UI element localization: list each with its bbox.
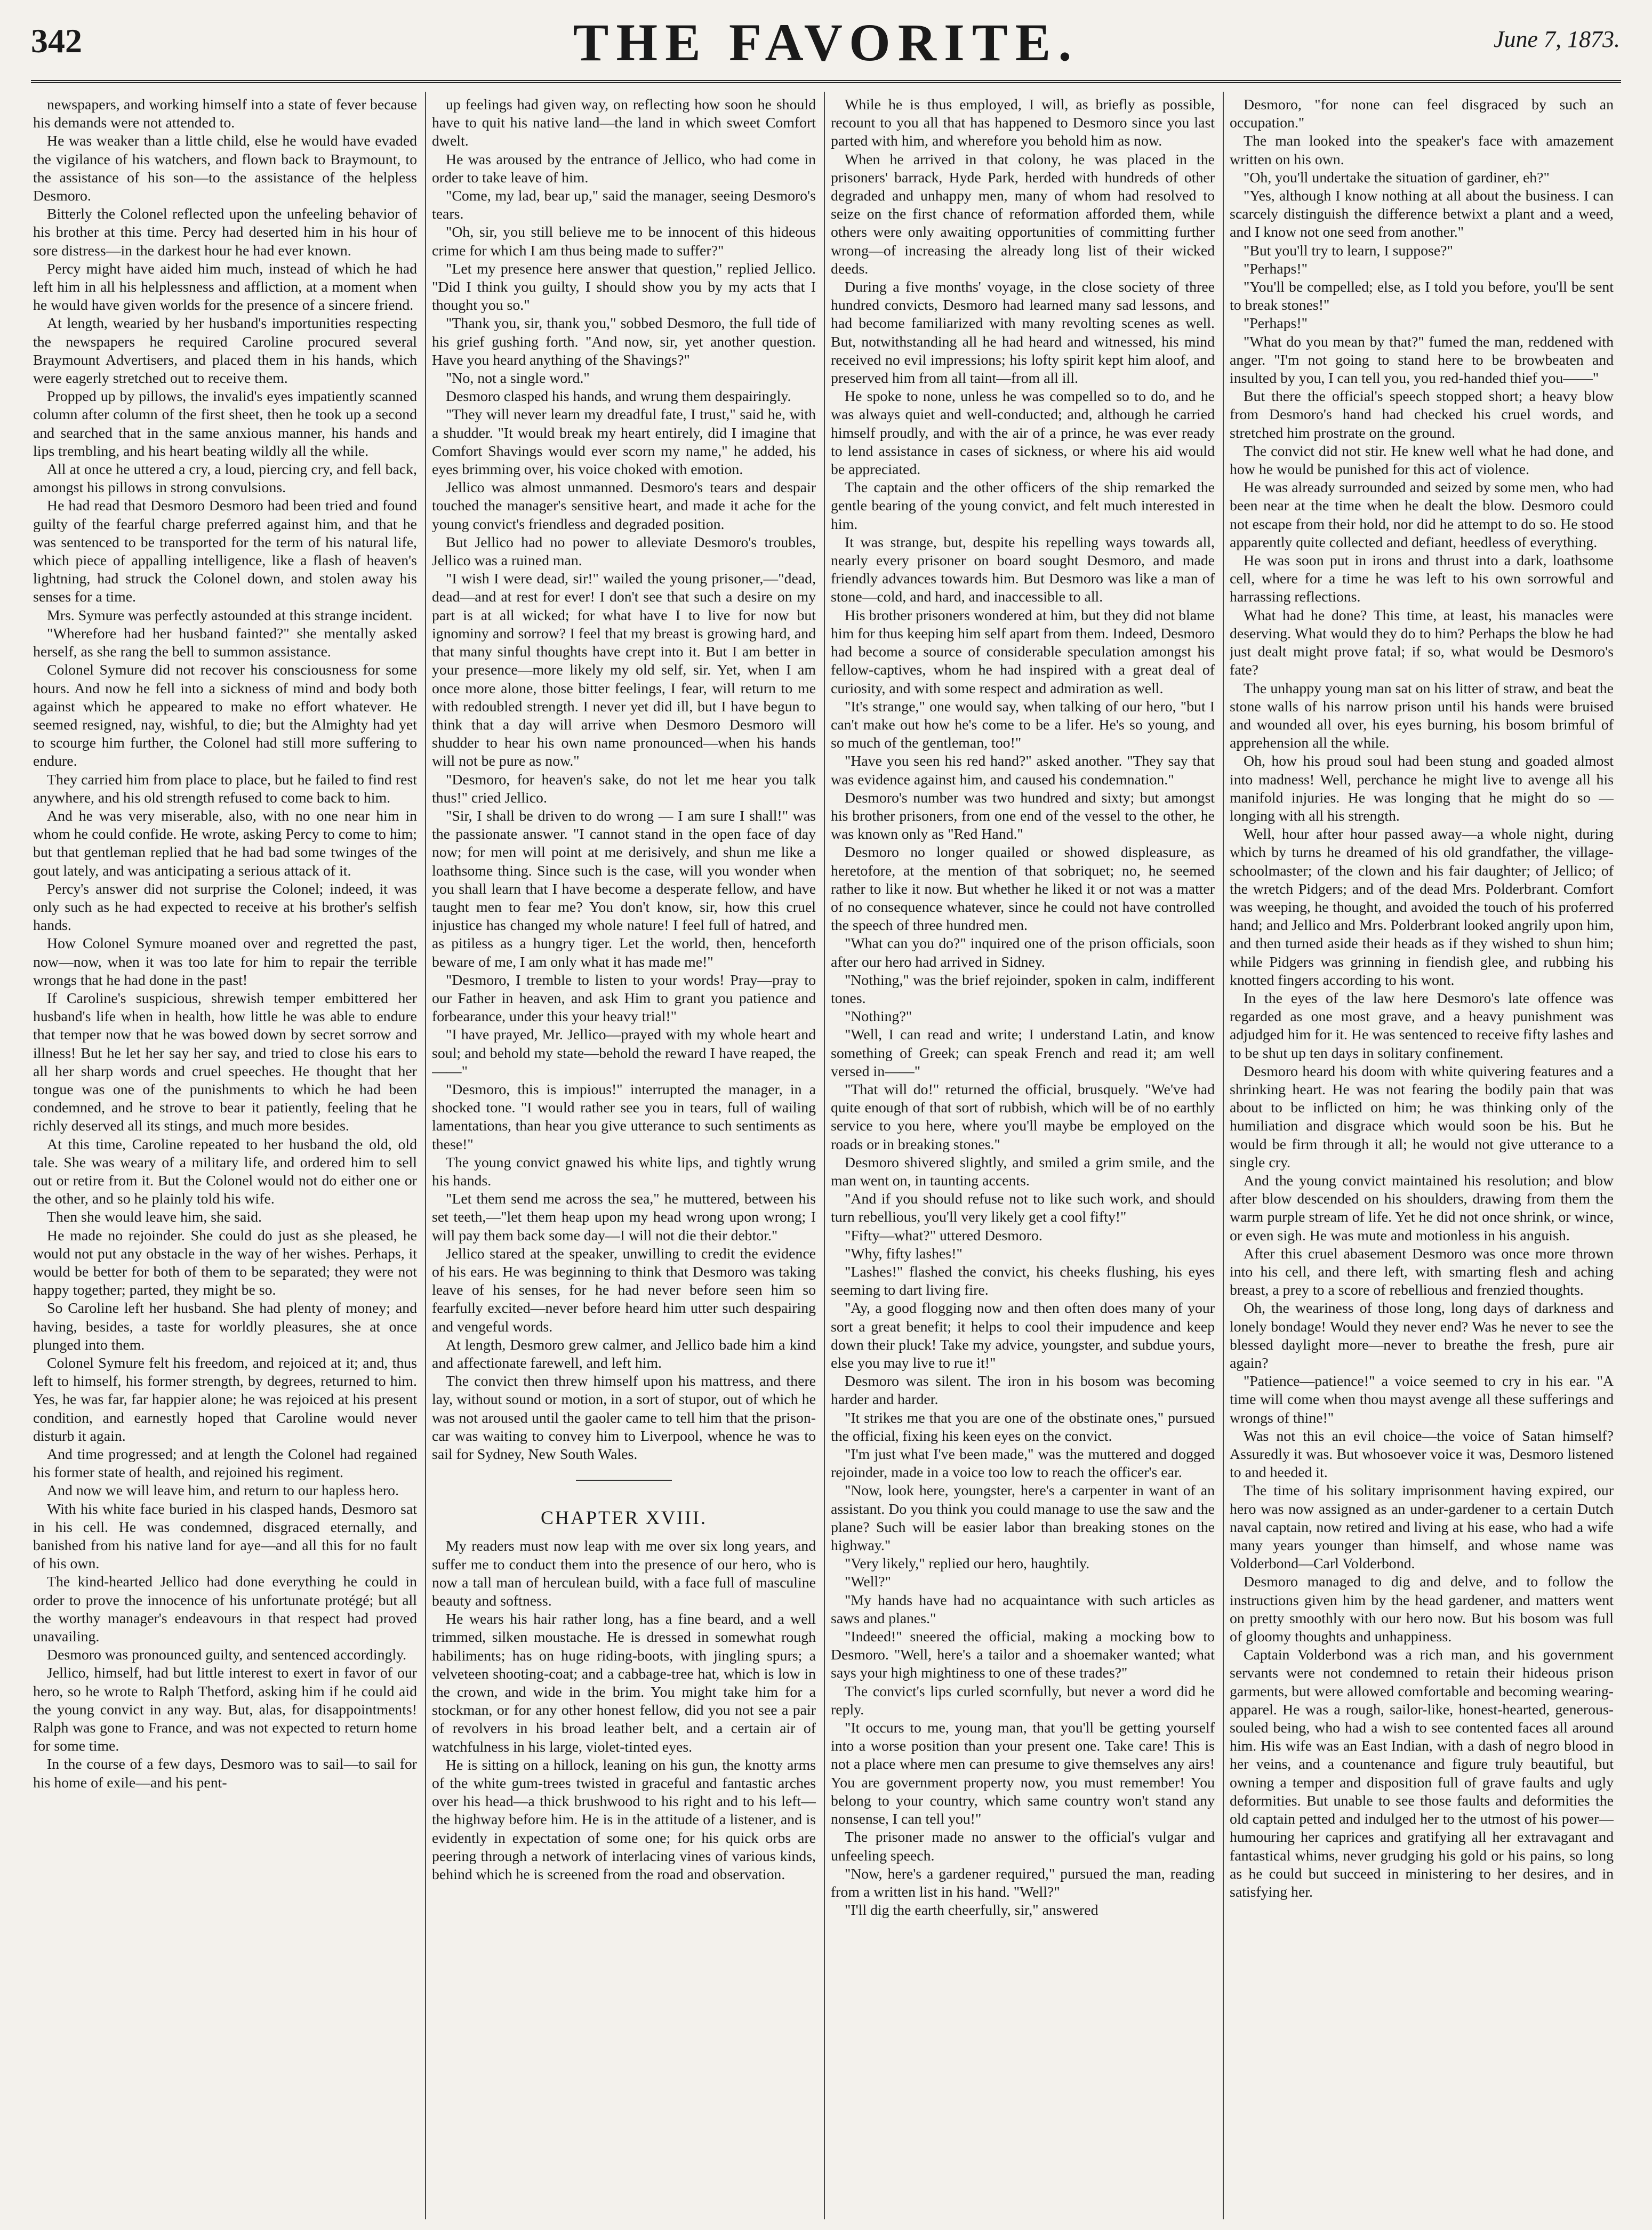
- paragraph: "I wish I were dead, sir!" wailed the young prisoner,—"dead, dead—and at rest for ever! I don't see that such a desire on my part is at all wicked; for what have I to live for now but ignominy and sorrow? I feel that my breast is growing hard, and that many sinful thoughts have crept into it. But I am better in your presence—more likely my old self, sir. Yet, when I am once more alone, those bitter feelings, I fear, will return to me with redoubled strength. I never yet did ill, but I have begun to think that a day will arrive when Desmoro Desmoro will shudder to hear his own name pronounced—when his hands will not be pure as now.": [432, 571, 816, 770]
- paragraph: "Desmoro, this is impious!" interrupted the manager, in a shocked tone. "I would rather see you in tears, full of wailing lamentations, than hear you give utterance to such sentiments as these!": [432, 1081, 816, 1153]
- paragraph: The man looked into the speaker's face with amazement written on his own.: [1230, 133, 1614, 168]
- paragraph: "Nothing?": [845, 1008, 912, 1025]
- paragraph: In the course of a few days, Desmoro was to sail—to sail for his home of exile—and his pent-: [33, 1756, 417, 1791]
- paragraph: "It occurs to me, young man, that you'll be getting yourself into a worse position than your present one. Take care! This is not a place where men can presume to give themselves any airs! You are government property now, you must remember! You belong to your country, which same country won't stand any nonsense, I can tell you!": [831, 1720, 1215, 1828]
- paragraph: Bitterly the Colonel reflected upon the unfeeling behavior of his brother at this time. Percy had deserted him in his hour of sore distress—in the darkest hour he had ever known.: [33, 206, 417, 259]
- paragraph: My readers must now leap with me over six long years, and suffer me to conduct them into the presence of our hero, who is now a tall man of herculean build, with a face full of masculine beauty and softness.: [432, 1538, 816, 1610]
- paragraph: While he is thus employed, I will, as briefly as possible, recount to you all that has happened to Desmoro since you last parted with him, and wherefore you behold him as now.: [831, 97, 1215, 150]
- paragraph: The kind-hearted Jellico had done everything he could in order to prove the innocence of his unfortunate protégé; but all the worthy manager's endeavours in that respect had proved unavailing.: [33, 1574, 417, 1646]
- paragraph: "Come, my lad, bear up," said the manager, seeing Desmoro's tears.: [432, 188, 816, 223]
- paragraph: The captain and the other officers of the ship remarked the gentle bearing of the young convict, and felt much interested in him.: [831, 479, 1215, 533]
- paragraph: Desmoro heard his doom with white quivering features and a shrinking heart. He was not fearing the bodily pain that was about to be inflicted on him; he was thinking only of the humiliation and disgrace which would soon be his. But he would be firm through it all; he would not give utterance to a single cry.: [1230, 1063, 1614, 1171]
- paragraph: "Thank you, sir, thank you," sobbed Desmoro, the full tide of his grief gushing forth. "And now, sir, yet another question. Have you heard anything of the Shavings?": [432, 315, 816, 368]
- paragraph: "Patience—patience!" a voice seemed to cry in his ear. "A time will come when thou mayst avenge all these sufferings and wrongs of thine!": [1230, 1373, 1614, 1426]
- paragraph: He was already surrounded and seized by some men, who had been near at the time when he dealt the blow. Desmoro could not escape from their hold, nor did he attempt to do so. He stood apparently quite collected and defiant, heedless of everything.: [1230, 479, 1614, 551]
- paragraph: newspapers, and working himself into a state of fever because his demands were not attended to.: [33, 97, 417, 132]
- paragraph: During a five months' voyage, in the close society of three hundred convicts, Desmoro had learned many sad lessons, and had become familiarized with many revolting scenes as well. But, notwithstanding all he had heard and witnessed, his mind received no evil impressions; his lofty spirit kept him aloof, and preserved him from all taint—from all ill.: [831, 279, 1215, 387]
- paragraph: Desmoro shivered slightly, and smiled a grim smile, and the man went on, in taunting accents.: [831, 1154, 1215, 1189]
- paragraph: "Well?": [845, 1574, 891, 1591]
- paragraph: "Well, I can read and write; I understand Latin, and know something of Greek; can speak French and read it; am well versed in——": [831, 1026, 1215, 1080]
- paragraph: Captain Volderbond was a rich man, and his government servants were not condemned to retain their hideous prison garments, but were allowed comfortable and becoming wearing-apparel. He was a rough, sailor-like, honest-hearted, generous-souled being, who had a wish to see contented faces all around him. His wife was an East Indian, with a dash of negro blood in her veins, and a countenance and figure truly beautiful, but owning a temper and disposition full of grave faults and ugly deformities. But unable to see those faults and deformities the old captain petted and indulged her to the utmost of his power—humouring her caprices and gratifying all her extravagant and fantastical whims, never grudging his gold or his pains, so long as he could but succeed in ministering to her desires, and in satisfying her.: [1230, 1647, 1614, 1900]
- paragraph: What had he done? This time, at least, his manacles were deserving. What would they do to him? Perhaps the blow he had just dealt might prove fatal; if so, what would be Desmoro's fate?: [1230, 607, 1614, 679]
- paragraph: Desmoro managed to dig and delve, and to follow the instructions given him by the head gardener, and matters went on pretty smoothly with our hero now. But his bosom was full of gloomy thoughts and unhappiness.: [1230, 1574, 1614, 1646]
- paragraph: He is sitting on a hillock, leaning on his gun, the knotty arms of the white gum-trees twisted in graceful and fantastic arches over his head—a thick brushwood to his right and to his left—the highway before him. He is in the attitude of a listener, and is evidently in expectation of some one; for his quick orbs are peering through a network of interlacing vines of various kinds, behind which he is screened from the road and observation.: [432, 1756, 816, 1883]
- paragraph: At length, wearied by her husband's importunities respecting the newspapers he required Caroline procured several Braymount Advertisers, and placed them in his hands, which were eagerly stretched out to receive them.: [33, 315, 417, 387]
- paragraph: He had read that Desmoro Desmoro had been tried and found guilty of the fearful charge preferred against him, and that he was sentenced to be transported for the term of his natural life, which piece of appalling intelligence, like a flash of heaven's lightning, had struck the Colonel down, and stolen away his senses for a time.: [33, 498, 417, 606]
- paragraph: Desmoro, "for none can feel disgraced by such an occupation.": [1230, 97, 1614, 132]
- paragraph: Jellico, himself, had but little interest to exert in favor of our hero, so he wrote to Ralph Thetford, asking him if he could aid the young convict in any way. But, alas, for disappointments! Ralph was gone to France, and was not expected to return home for some time.: [33, 1665, 417, 1755]
- paragraph: But Jellico had no power to alleviate Desmoro's troubles, Jellico was a ruined man.: [432, 534, 816, 569]
- paragraph: The unhappy young man sat on his litter of straw, and beat the stone walls of his narrow prison until his hands were bruised and wounded all over, his eyes burning, his bosom brimful of apprehension all the while.: [1230, 680, 1614, 752]
- paragraph: But there the official's speech stopped short; a heavy blow from Desmoro's hand had checked his cruel words, and stretched him prostrate on the ground.: [1230, 388, 1614, 442]
- paragraph: "Oh, you'll undertake the situation of gardiner, eh?": [1244, 169, 1550, 186]
- paragraph: "Let them send me across the sea," he muttered, between his set teeth,—"let them heap upon my head wrong upon wrong; I will pay them back some day—I will not die their debtor.": [432, 1191, 816, 1244]
- paragraph: "No, not a single word.": [446, 370, 590, 387]
- paragraph: He spoke to none, unless he was compelled so to do, and he was always quiet and well-conducted; and, although he carried himself proudly, and with the air of a prince, he was ever ready to lend assistance in cases of sickness, or where his aid would be appreciated.: [831, 388, 1215, 478]
- paragraph: And now we will leave him, and return to our hapless hero.: [47, 1482, 399, 1499]
- paragraph: "Wherefore had her husband fainted?" she mentally asked herself, as she rang the bell to summon assistance.: [33, 625, 417, 661]
- paragraph: "What do you mean by that?" fumed the man, reddened with anger. "I'm not going to stand here to be browbeaten and insulted by you, I can tell you, you red-handed thief you——": [1230, 333, 1614, 387]
- paragraph: And time progressed; and at length the Colonel had regained his former state of health, and rejoined his regiment.: [33, 1446, 417, 1481]
- paragraph: They carried him from place to place, but he failed to find rest anywhere, and his old strength refused to come back to him.: [33, 771, 417, 806]
- paragraph: "That will do!" returned the official, brusquely. "We've had quite enough of that sort of rubbish, which will be of no earthly service to you here, where you'll maybe be employed on the roads or in breaking stones.": [831, 1081, 1215, 1153]
- paragraph: At this time, Caroline repeated to her husband the old, old tale. She was weary of a military life, and ordered him to sell out or retire from it. But the Colonel would not do either one or the other, and so he plainly told his wife.: [33, 1136, 417, 1208]
- paragraph: He was aroused by the entrance of Jellico, who had come in order to take leave of him.: [432, 151, 816, 186]
- paragraph: "Perhaps!": [1244, 260, 1308, 277]
- paragraph: "Perhaps!": [1244, 315, 1308, 332]
- paragraph: Was not this an evil choice—the voice of Satan himself? Assuredly it was. But whosoever voice it was, Desmoro listened to and heeded it.: [1230, 1427, 1614, 1481]
- paragraph: up feelings had given way, on reflecting how soon he should have to quit his native land—the land in which sweet Comfort dwelt.: [432, 97, 816, 150]
- text-column-3: [831, 96, 1215, 2224]
- paragraph: "They will never learn my dreadful fate, I trust," said he, with a shudder. "It would break my heart entirely, did I imagine that Comfort Shavings would ever scorn my name," he added, his eyes brimming over, his voice choked with emotion.: [432, 406, 816, 478]
- paragraph: "My hands have had no acquaintance with such articles as saws and planes.": [831, 1592, 1215, 1627]
- paragraph: The convict did not stir. He knew well what he had done, and how he would be punished for this act of violence.: [1230, 443, 1614, 478]
- paragraph: The time of his solitary imprisonment having expired, our hero was now assigned as an under-gardener to a certain Dutch naval captain, now retired and living at his ease, who had a wife many years younger than himself, and whose name was Volderbond—Carl Volderbond.: [1230, 1482, 1614, 1573]
- paragraph: Desmoro's number was two hundred and sixty; but amongst his brother prisoners, from one end of the vessel to the other, he was known only as "Red Hand.": [831, 789, 1215, 843]
- paragraph: It was strange, but, despite his repelling ways towards all, nearly every prisoner on board sought Desmoro, and made friendly advances towards him. But Desmoro was like a man of stone—cold, and hard, and inaccessible to all.: [831, 534, 1215, 606]
- paragraph: How Colonel Symure moaned over and regretted the past, now—now, when it was too late for him to repair the terrible wrongs that he had done in the past!: [33, 935, 417, 989]
- paragraph: "I have prayed, Mr. Jellico—prayed with my whole heart and soul; and behold my state—behold the reward I have reaped, the——": [432, 1026, 816, 1080]
- paragraph: He was weaker than a little child, else he would have evaded the vigilance of his watchers, and flown back to Braymount, to the assistance of his son—to the assistance of the helpless Desmoro.: [33, 133, 417, 205]
- page-number: 342: [31, 22, 82, 60]
- paragraph: And he was very miserable, also, with no one near him in whom he could confide. He wrote, asking Percy to come to him; but that gentleman replied that he had bad some twinges of the gout lately, and was anticipating a serious attack of it.: [33, 807, 417, 879]
- paragraph: After this cruel abasement Desmoro was once more thrown into his cell, and there left, with smarting flesh and aching breast, a prey to a score of rebellious and frenzied thoughts.: [1230, 1245, 1614, 1299]
- paragraph: "Sir, I shall be driven to do wrong — I am sure I shall!" was the passionate answer. "I cannot stand in the open face of day now; for men will point at me derisively, and shun me like a loathsome thing. Since such is the case, will you wonder when you shall learn that I have become a desperate fellow, and have taught men to fear me? You don't know, sir, how this cruel injustice has changed my whole nature! I feel full of hatred, and as pitiless as a hungry tiger. Let the world, then, henceforth beware of me, I am only what it has made me!": [432, 807, 816, 970]
- paragraph: "Now, look here, youngster, here's a carpenter in want of an assistant. Do you think you could manage to use the saw and the plane? Such will be easier labor than breaking stones on the highway.": [831, 1482, 1215, 1554]
- paragraph: Percy's answer did not surprise the Colonel; indeed, it was only such as he had expected to receive at his brother's selfish hands.: [33, 880, 417, 934]
- paragraph: "Have you seen his red hand?" asked another. "They say that was evidence against him, and caused his condemnation.": [831, 753, 1215, 788]
- column-divider: [824, 92, 825, 2219]
- paragraph: "What can you do?" inquired one of the prison officials, soon after our hero had arrived in Sidney.: [831, 935, 1215, 970]
- paragraph: Oh, the weariness of those long, long days of darkness and lonely bondage! Would they never end? Was he never to see the blessed daylight more—never to breathe the fresh, pure air again?: [1230, 1300, 1614, 1372]
- paragraph: "You'll be compelled; else, as I told you before, you'll be sent to break stones!": [1230, 279, 1614, 314]
- chapter-rule: [576, 1480, 672, 1481]
- paragraph: He made no rejoinder. She could do just as she pleased, he would not put any obstacle in the way of her wishes. Perhaps, it would be better for both of them to be separated; they were not happy together; parted, they might be so.: [33, 1227, 417, 1299]
- paragraph: Desmoro was silent. The iron in his bosom was becoming harder and harder.: [831, 1373, 1215, 1408]
- paragraph: "Indeed!" sneered the official, making a mocking bow to Desmoro. "Well, here's a tailor and a shoemaker wanted; what says your high mightiness to one of these trades?": [831, 1629, 1215, 1682]
- paragraph: Desmoro no longer quailed or showed displeasure, as heretofore, at the mention of that sobriquet; no, he seemed rather to like it now. But whether he liked it or not was a matter of no consequence whatever, since he could not have controlled the speech of three hundred men.: [831, 844, 1215, 934]
- issue-date: June 7, 1873.: [1493, 26, 1620, 52]
- paragraph: "And if you should refuse not to like such work, and should turn rebellious, you'll very likely get a cool fifty!": [831, 1191, 1215, 1226]
- text-column-2: [432, 96, 816, 2224]
- paragraph: "Why, fifty lashes!": [845, 1245, 963, 1262]
- chapter-heading: CHAPTER XVIII.: [541, 1507, 707, 1529]
- paragraph: "Now, here's a gardener required," pursued the man, reading from a written list in his hand. "Well?": [831, 1865, 1215, 1900]
- paragraph: "Very likely," replied our hero, haughtily.: [845, 1555, 1090, 1573]
- paragraph: "Ay, a good flogging now and then often does many of your sort a great benefit; it helps to cool their impudence and keep down their pluck! Take my advice, youngster, and subdue yours, else you may live to rue it!": [831, 1300, 1215, 1372]
- paragraph: And the young convict maintained his resolution; and blow after blow descended on his shoulders, drawing from them the warm purple stream of life. Yet he did not once shrink, or wince, or even sigh. He was mute and motionless in his anguish.: [1230, 1172, 1614, 1244]
- paragraph: "It's strange," one would say, when talking of our hero, "but I can't make out how he's come to be a lifer. He's so young, and so much of the gentleman, too!": [831, 698, 1215, 752]
- paragraph: His brother prisoners wondered at him, but they did not blame him for thus keeping him self apart from them. Indeed, Desmoro had become a source of considerable speculation amongst his fellow-captives, whom he had inspired with a great deal of curiosity, and with some respect and admiration as well.: [831, 607, 1215, 697]
- paragraph: Oh, how his proud soul had been stung and goaded almost into madness! Well, perchance he might live to avenge all his manifold injuries. He was longing that he might do so — longing with all his strength.: [1230, 753, 1614, 824]
- paragraph: So Caroline left her husband. She had plenty of money; and having, besides, a taste for worldly pleasures, she at once plunged into them.: [33, 1300, 417, 1353]
- column-divider: [425, 92, 426, 2219]
- paragraph: "Yes, although I know nothing at all about the business. I can scarcely distinguish the difference betwixt a plant and a weed, and I know not one seed from another.": [1230, 188, 1614, 241]
- header-rule: [31, 80, 1621, 83]
- paragraph: Desmoro was pronounced guilty, and sentenced accordingly.: [47, 1647, 407, 1664]
- paragraph: The convict's lips curled scornfully, but never a word did he reply.: [831, 1683, 1215, 1718]
- paragraph: "I'll dig the earth cheerfully, sir," answered: [845, 1902, 1098, 1919]
- paragraph: Well, hour after hour passed away—a whole night, during which by turns he dreamed of his old grandfather, the village-schoolmaster; of the clown and his fair daughter; of Jellico; of the wretch Pidgers; and of the dead Mrs. Polderbrant. Comfort was weeping, he thought, and avoided the touch of his proferred hand; and Jellico and Mrs. Polderbrant looked angrily upon him, and then turned aside their heads as if they wished to shun him; while Pidgers was grinning in fiendish glee, and rubbing his knotted fingers according to his wont.: [1230, 826, 1614, 989]
- paragraph: Then she would leave him, she said.: [47, 1209, 262, 1226]
- paragraph: Colonel Symure did not recover his consciousness for some hours. And now he fell into a sickness of mind and body both against which he appeared to make no effort whatever. He seemed resigned, nay, wishful, to die; but the Almighty had yet to scourge him further, the Colonel had still more suffering to endure.: [33, 662, 417, 770]
- masthead-title: THE FAVORITE.: [573, 13, 1079, 72]
- paragraph: "I'm just what I've been made," was the muttered and dogged rejoinder, made in a voice too low to reach the officer's ear.: [831, 1446, 1215, 1481]
- paragraph: With his white face buried in his clasped hands, Desmoro sat in his cell. He was condemned, disgraced eternally, and banished from his native land for aye—and all this for no fault of his own.: [33, 1501, 417, 1573]
- paragraph: "But you'll try to learn, I suppose?": [1244, 242, 1453, 259]
- paragraph: Propped up by pillows, the invalid's eyes impatiently scanned column after column of the first sheet, then he took up a second and searched that in the same anxious manner, his hands and lips trembling, and his heart beating wildly all the while.: [33, 388, 417, 460]
- paragraph: At length, Desmoro grew calmer, and Jellico bade him a kind and affectionate farewell, and left him.: [432, 1336, 816, 1372]
- paragraph: Desmoro clasped his hands, and wrung them despairingly.: [446, 388, 791, 405]
- paragraph: If Caroline's suspicious, shrewish temper embittered her husband's life when in health, how little he was able to endure that temper now that he was bowed down by secret sorrow and illness! But he let her say her say, and tried to close his ears to all her sharp words and cruel speeches. He thought that her tongue was one of the punishments to which he had been condemned, and he strove to bear it patiently, feeling that he richly deserved all its stings, and much more besides.: [33, 990, 417, 1135]
- paragraph: "It strikes me that you are one of the obstinate ones," pursued the official, fixing his keen eyes on the convict.: [831, 1409, 1215, 1445]
- paragraph: "Lashes!" flashed the convict, his cheeks flushing, his eyes seeming to dart living fire.: [831, 1264, 1215, 1299]
- paragraph: Jellico stared at the speaker, unwilling to credit the evidence of his ears. He was beginning to think that Desmoro was taking leave of his senses, for he had never before seen him so fearfully excited—never before heard him utter such despairing and vengeful words.: [432, 1245, 816, 1335]
- text-column-4: [1230, 96, 1614, 2224]
- paragraph: "Fifty—what?" uttered Desmoro.: [845, 1227, 1042, 1244]
- paragraph: The prisoner made no answer to the official's vulgar and unfeeling speech.: [831, 1829, 1215, 1864]
- paragraph: Jellico was almost unmanned. Desmoro's tears and despair touched the manager's sensitive heart, and made it ache for the young convict's friendless and degraded position.: [432, 479, 816, 533]
- paragraph: When he arrived in that colony, he was placed in the prisoners' barrack, Hyde Park, herded with hundreds of other degraded and unhappy men, many of whom had resolved to seize on the first chance of reformation afforded them, while others were only awaiting opportunities of committing further wrong—of increasing the already long list of their wicked deeds.: [831, 151, 1215, 277]
- paragraph: "Nothing," was the brief rejoinder, spoken in calm, indifferent tones.: [831, 972, 1215, 1007]
- paragraph: Mrs. Symure was perfectly astounded at this strange incident.: [47, 607, 413, 624]
- paragraph: He wears his hair rather long, has a fine beard, and a well trimmed, silken moustache. He is dressed in somewhat rough habiliments; has on huge riding-boots, with jingling spurs; a velveteen shooting-coat; and a cabbage-tree hat, which is low in the crown, and wide in the brim. You might take him for a stockman, or for any other honest fellow, did you not see a pair of revolvers in his broad leather belt, and a certain air of watchfulness in his large, violet-tinted eyes.: [432, 1611, 816, 1755]
- text-column-1: [33, 96, 417, 2224]
- paragraph: "Let my presence here answer that question," replied Jellico. "Did I think you guilty, I should show you by my acts that I thought you so.": [432, 260, 816, 314]
- paragraph: All at once he uttered a cry, a loud, piercing cry, and fell back, amongst his pillows in strong convulsions.: [33, 461, 417, 496]
- paragraph: The young convict gnawed his white lips, and tightly wrung his hands.: [432, 1154, 816, 1189]
- paragraph: Percy might have aided him much, instead of which he had left him in all his helplessness and affliction, at a moment when he would have given worlds for the presence of a sincere friend.: [33, 260, 417, 314]
- paragraph: "Oh, sir, you still believe me to be innocent of this hideous crime for which I am thus being made to suffer?": [432, 224, 816, 259]
- paragraph: "Desmoro, I tremble to listen to your words! Pray—pray to our Father in heaven, and ask Him to grant you patience and forbearance, under this your heavy trial!": [432, 972, 816, 1025]
- paragraph: In the eyes of the law here Desmoro's late offence was regarded as one most grave, and a heavy punishment was adjudged him for it. He was sentenced to receive fifty lashes and to be shut up ten days in solitary confinement.: [1230, 990, 1614, 1062]
- paragraph: "Desmoro, for heaven's sake, do not let me hear you talk thus!" cried Jellico.: [432, 771, 816, 806]
- paragraph: The convict then threw himself upon his mattress, and there lay, without sound or motion, in a sort of stupor, out of which he was not aroused until the gaoler came to tell him that the prison-car was waiting to convey him to Liverpool, whence he was to sail for Sydney, New South Wales.: [432, 1373, 816, 1463]
- paragraph: He was soon put in irons and thrust into a dark, loathsome cell, where for a time he was left to his own sorrowful and harrassing reflections.: [1230, 552, 1614, 606]
- paragraph: Colonel Symure felt his freedom, and rejoiced at it; and, thus left to himself, his former strength, by degrees, returned to him. Yes, he was far, far happier alone; he was rejoiced at his present condition, and earnestly hoped that Caroline would never disturb it again.: [33, 1355, 417, 1445]
- column-divider: [1223, 92, 1224, 2219]
